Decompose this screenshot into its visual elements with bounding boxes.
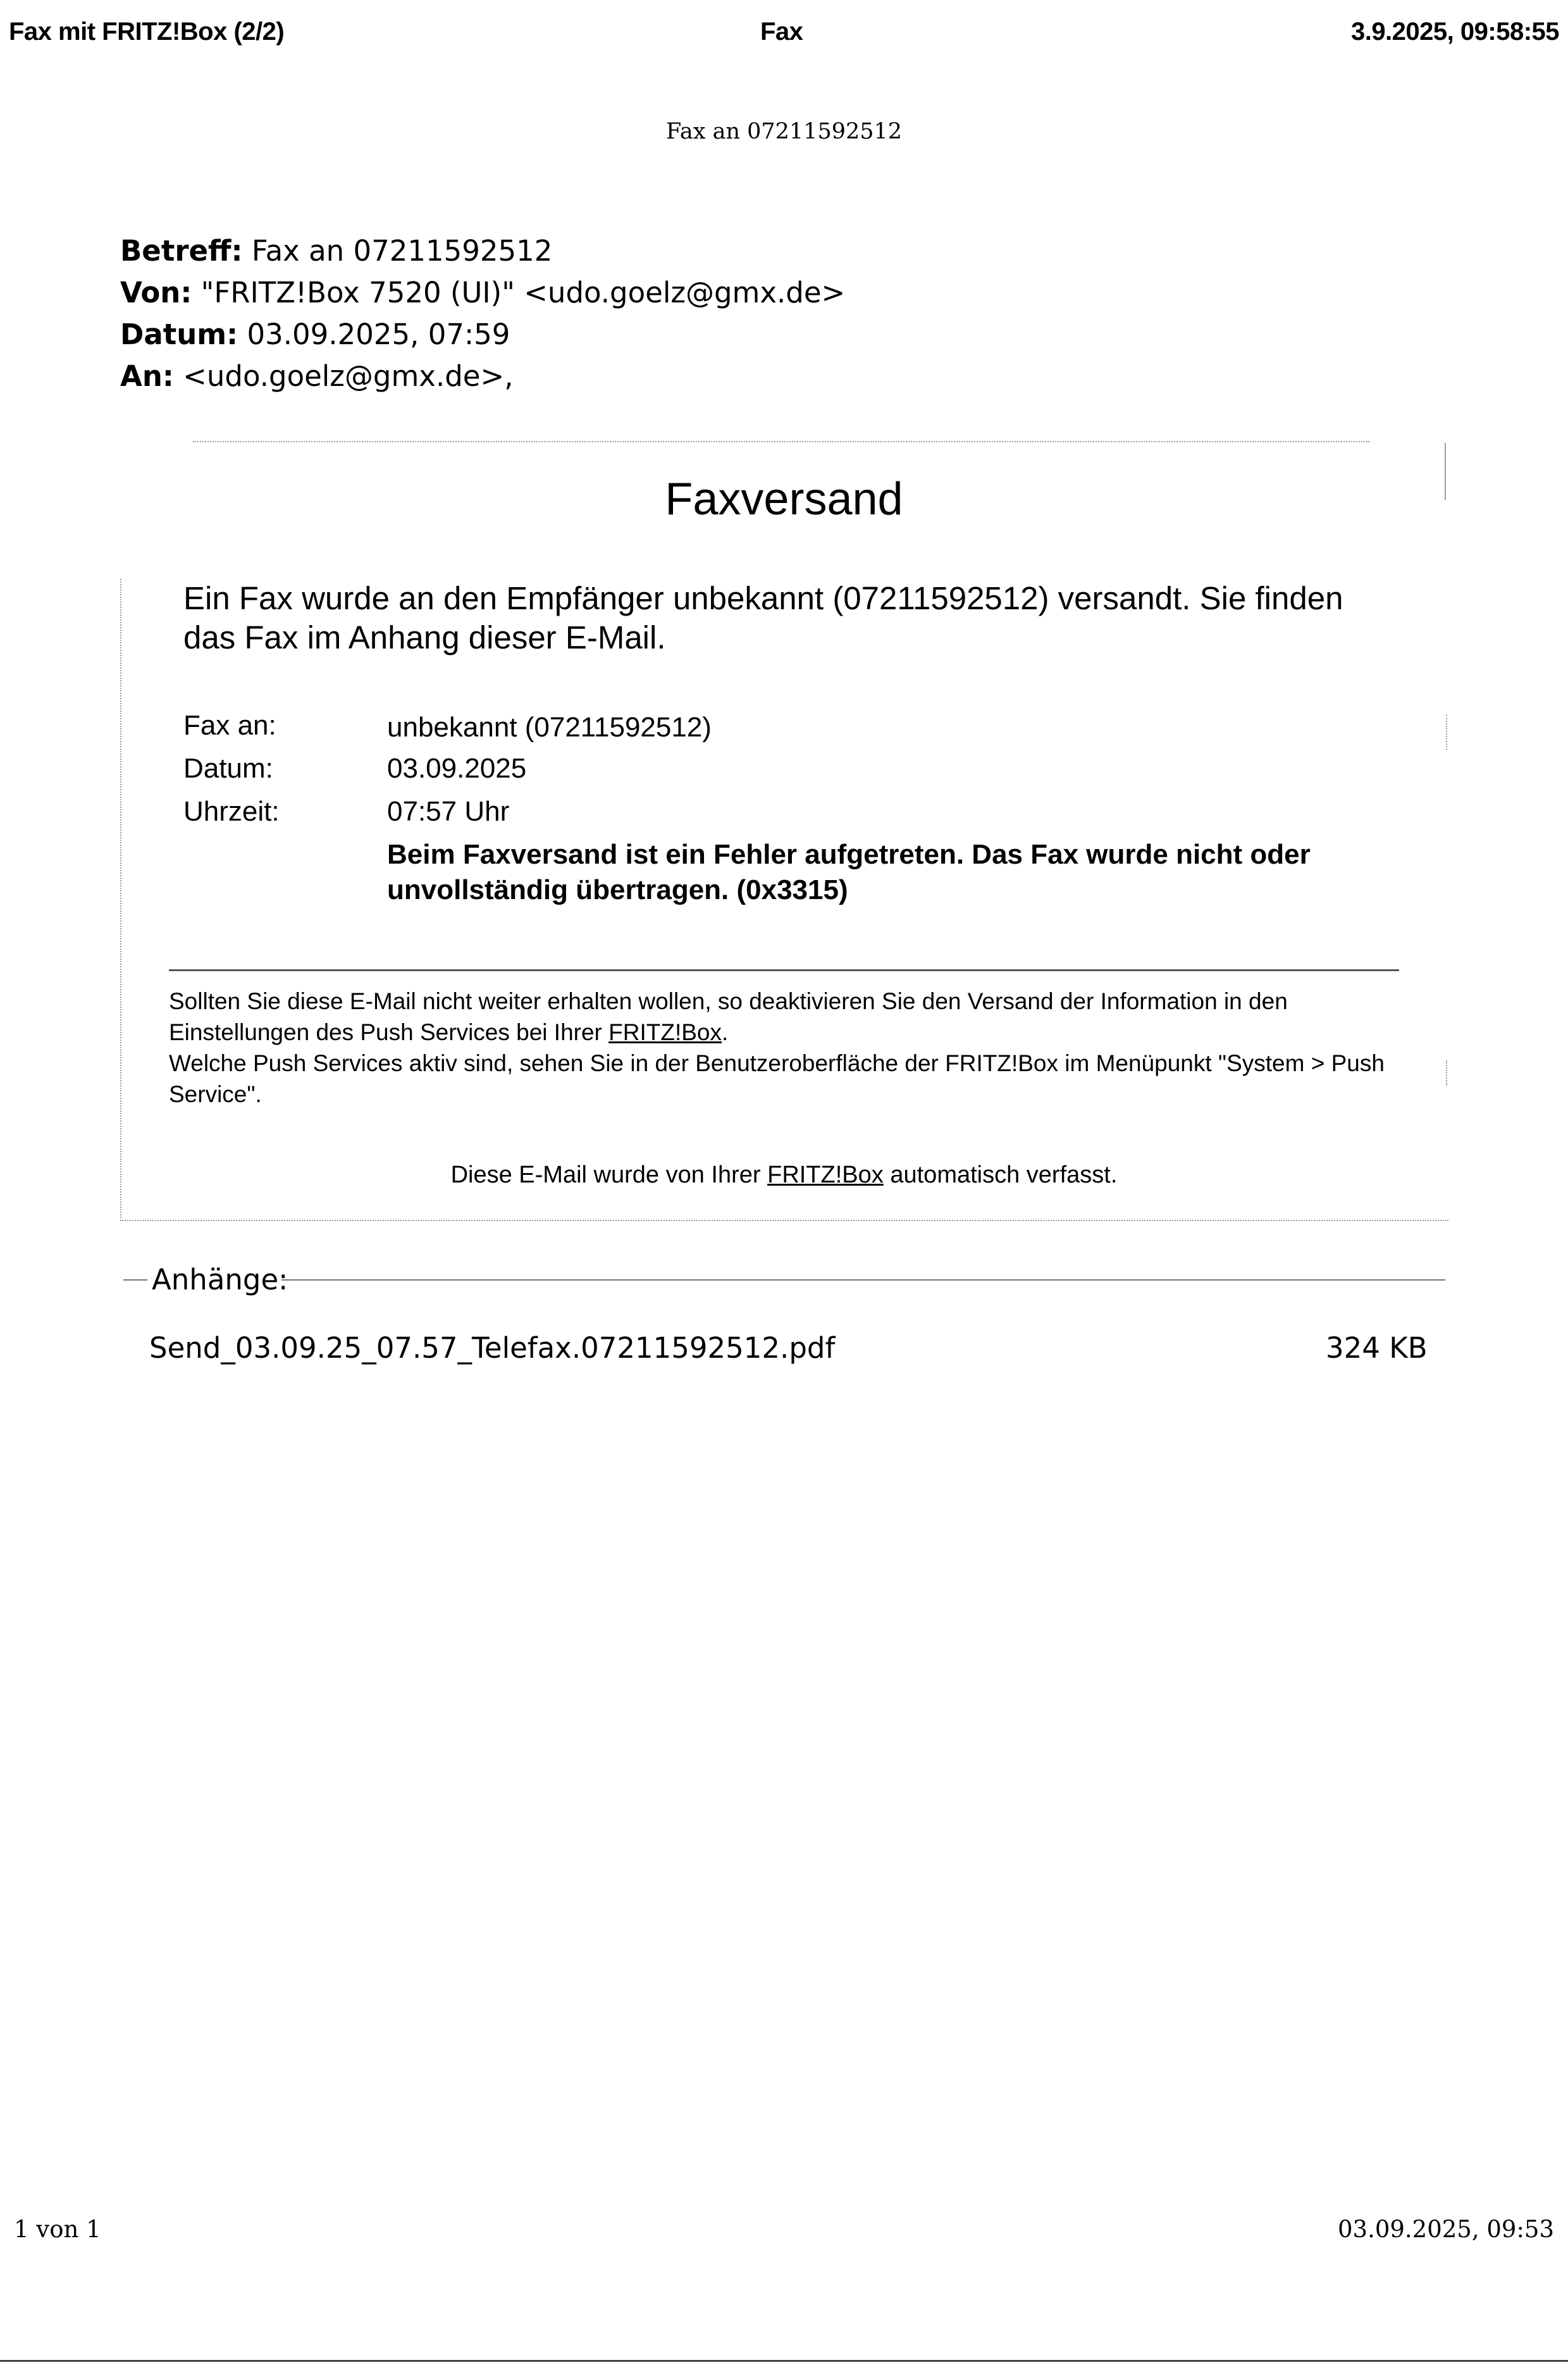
- frame-left-line: [120, 579, 121, 1218]
- meta-date-value: 03.09.2025, 07:59: [247, 318, 510, 351]
- meta-subject: [120, 234, 552, 268]
- auto-note-a: Diese E-Mail wurde von Ihrer: [450, 1162, 768, 1188]
- frame-top-line: [193, 441, 1369, 442]
- attachments-line-right: [281, 1279, 1445, 1281]
- footer-datetime: 03.09.2025, 09:53: [1338, 2216, 1554, 2243]
- row-fax-label: Fax an:: [183, 710, 276, 741]
- row-date-value: 03.09.2025: [387, 753, 527, 784]
- info-text: [169, 986, 1409, 1110]
- meta-subject-value: Fax an 07211592512: [251, 234, 553, 268]
- attachment-file-name[interactable]: Send_03.09.25_07.57_Telefax.07211592512.pdf: [149, 1331, 836, 1365]
- info-text-1b: .: [722, 1019, 729, 1045]
- auto-note: [0, 1162, 1568, 1189]
- meta-from-value: "FRITZ!Box 7520 (UI)" <udo.goelz@gmx.de>: [201, 276, 846, 309]
- fax-header-center: Fax: [760, 18, 803, 46]
- meta-subject-label: Betreff:: [120, 234, 243, 268]
- row-date-label: Datum:: [183, 753, 273, 784]
- attachments-label: Anhänge:: [152, 1263, 288, 1296]
- meta-date-label: Datum:: [120, 318, 238, 351]
- info-text-2: Welche Push Services aktiv sind, sehen Sie in der Benutzeroberfläche der FRITZ!Box im Menüpunkt "System > Push Service".: [169, 1050, 1385, 1107]
- frame-right-mark-2: [1446, 715, 1447, 750]
- separator-rule: [169, 969, 1399, 971]
- meta-from-label: Von:: [120, 276, 192, 309]
- fax-header-left: Fax mit FRITZ!Box (2/2): [9, 18, 285, 46]
- frame-right-mark-3: [1446, 1060, 1447, 1086]
- meta-from: [120, 276, 845, 309]
- frame-bottom-line: [120, 1220, 1448, 1221]
- meta-date: [120, 318, 510, 351]
- fritzbox-link-1[interactable]: FRITZ!Box: [608, 1019, 722, 1045]
- error-message: Beim Faxversand ist ein Fehler aufgetreten. Das Fax wurde nicht oder unvollständig übertragen. (0x3315): [387, 839, 1311, 905]
- page-bottom-line: [0, 2360, 1568, 2362]
- footer-page: 1 von 1: [14, 2216, 101, 2243]
- attachments-line-left: [123, 1279, 147, 1281]
- row-fax-value: unbekannt (07211592512): [387, 712, 712, 743]
- meta-to: [120, 359, 514, 393]
- auto-note-b: automatisch verfasst.: [883, 1162, 1118, 1188]
- row-time-label: Uhrzeit:: [183, 796, 280, 827]
- print-title: Fax an 07211592512: [665, 119, 903, 144]
- mail-intro: Ein Fax wurde an den Empfänger unbekannt (07211592512) versandt. Sie finden das Fax im Anhang dieser E-Mail.: [183, 580, 1343, 655]
- fritzbox-link-2[interactable]: FRITZ!Box: [767, 1162, 884, 1188]
- info-text-1a: Sollten Sie diese E-Mail nicht weiter erhalten wollen, so deaktivieren Sie den Versand der Information in den Einstellungen des Push Services bei Ihrer: [169, 988, 1288, 1045]
- meta-to-value: <udo.goelz@gmx.de>,: [183, 359, 514, 393]
- row-time-value: 07:57 Uhr: [387, 796, 510, 827]
- attachment-file-size: 324 KB: [1326, 1331, 1428, 1365]
- mail-title: Faxversand: [665, 474, 903, 525]
- meta-to-label: An:: [120, 359, 174, 393]
- fax-header-right: 3.9.2025, 09:58:55: [1350, 18, 1559, 46]
